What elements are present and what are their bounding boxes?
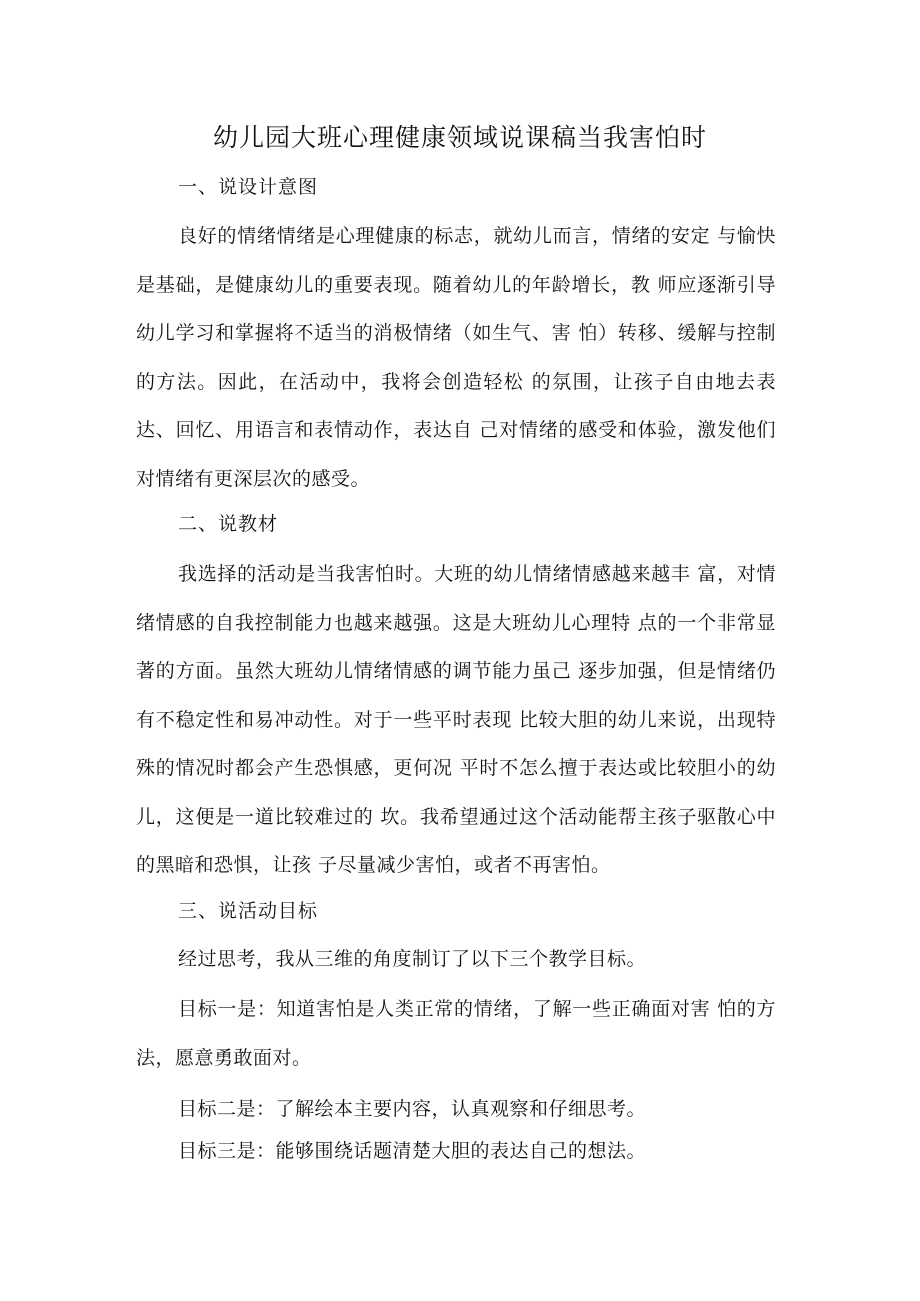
goal-three: 目标三是：能够围绕话题清楚大胆的表达自己的想法。 bbox=[178, 1140, 647, 1162]
paragraph-teaching-material: 我选择的活动是当我害怕时。大班的幼儿情绪情感越来越丰 富，对情绪情感的自我控制能力也越来越强。这是大班幼儿心理特 点的一个非常显著的方面。虽然大班幼儿情绪情感的调节能力虽己 逐步加强，但是情绪仍有不稳定性和易冲动性。对于一些平时表现 比较大胆的幼儿来说，出现特殊的情况时都会产生恐惧感，更何况 平时不怎么擅于表达或比较胆小的幼儿，这便是一道比较难过的 坎。我希望通过这个活动能帮主孩子驱散心中的黑暗和恐惧，让孩 子尽量减少害怕，或者不再害怕。 bbox=[136, 563, 776, 876]
paragraph-design-intent: 良好的情绪情绪是心理健康的标志，就幼儿而言，情绪的安定 与愉快是基础，是健康幼儿的重要表现。随着幼儿的年龄增长，教 师应逐渐引导幼儿学习和掌握将不适当的消极情绪（如生气、害 怕）转移、缓解与控制的方法。因此，在活动中，我将会创造轻松 的氛围，让孩子自由地去表达、回忆、用语言和表情动作，表达自 己对情绪的感受和体验，激发他们对情绪有更深层次的感受。 bbox=[136, 225, 776, 490]
section-heading-teaching-material: 二、说教材 bbox=[178, 513, 279, 535]
paragraph-goals-intro: 经过思考，我从三维的角度制订了以下三个教学目标。 bbox=[178, 948, 647, 970]
section-heading-activity-goals: 三、说活动目标 bbox=[178, 900, 319, 922]
document-title: 幼儿园大班心理健康领域说课稿当我害怕时 bbox=[212, 123, 707, 152]
section-heading-design-intent: 一、说设计意图 bbox=[178, 176, 319, 198]
goal-two: 目标二是：了解绘本主要内容，认真观察和仔细思考。 bbox=[178, 1098, 647, 1120]
paragraph-goal-one: 目标一是：知道害怕是人类正常的情绪，了解一些正确面对害 怕的方法，愿意勇敢面对。 bbox=[136, 998, 776, 1069]
